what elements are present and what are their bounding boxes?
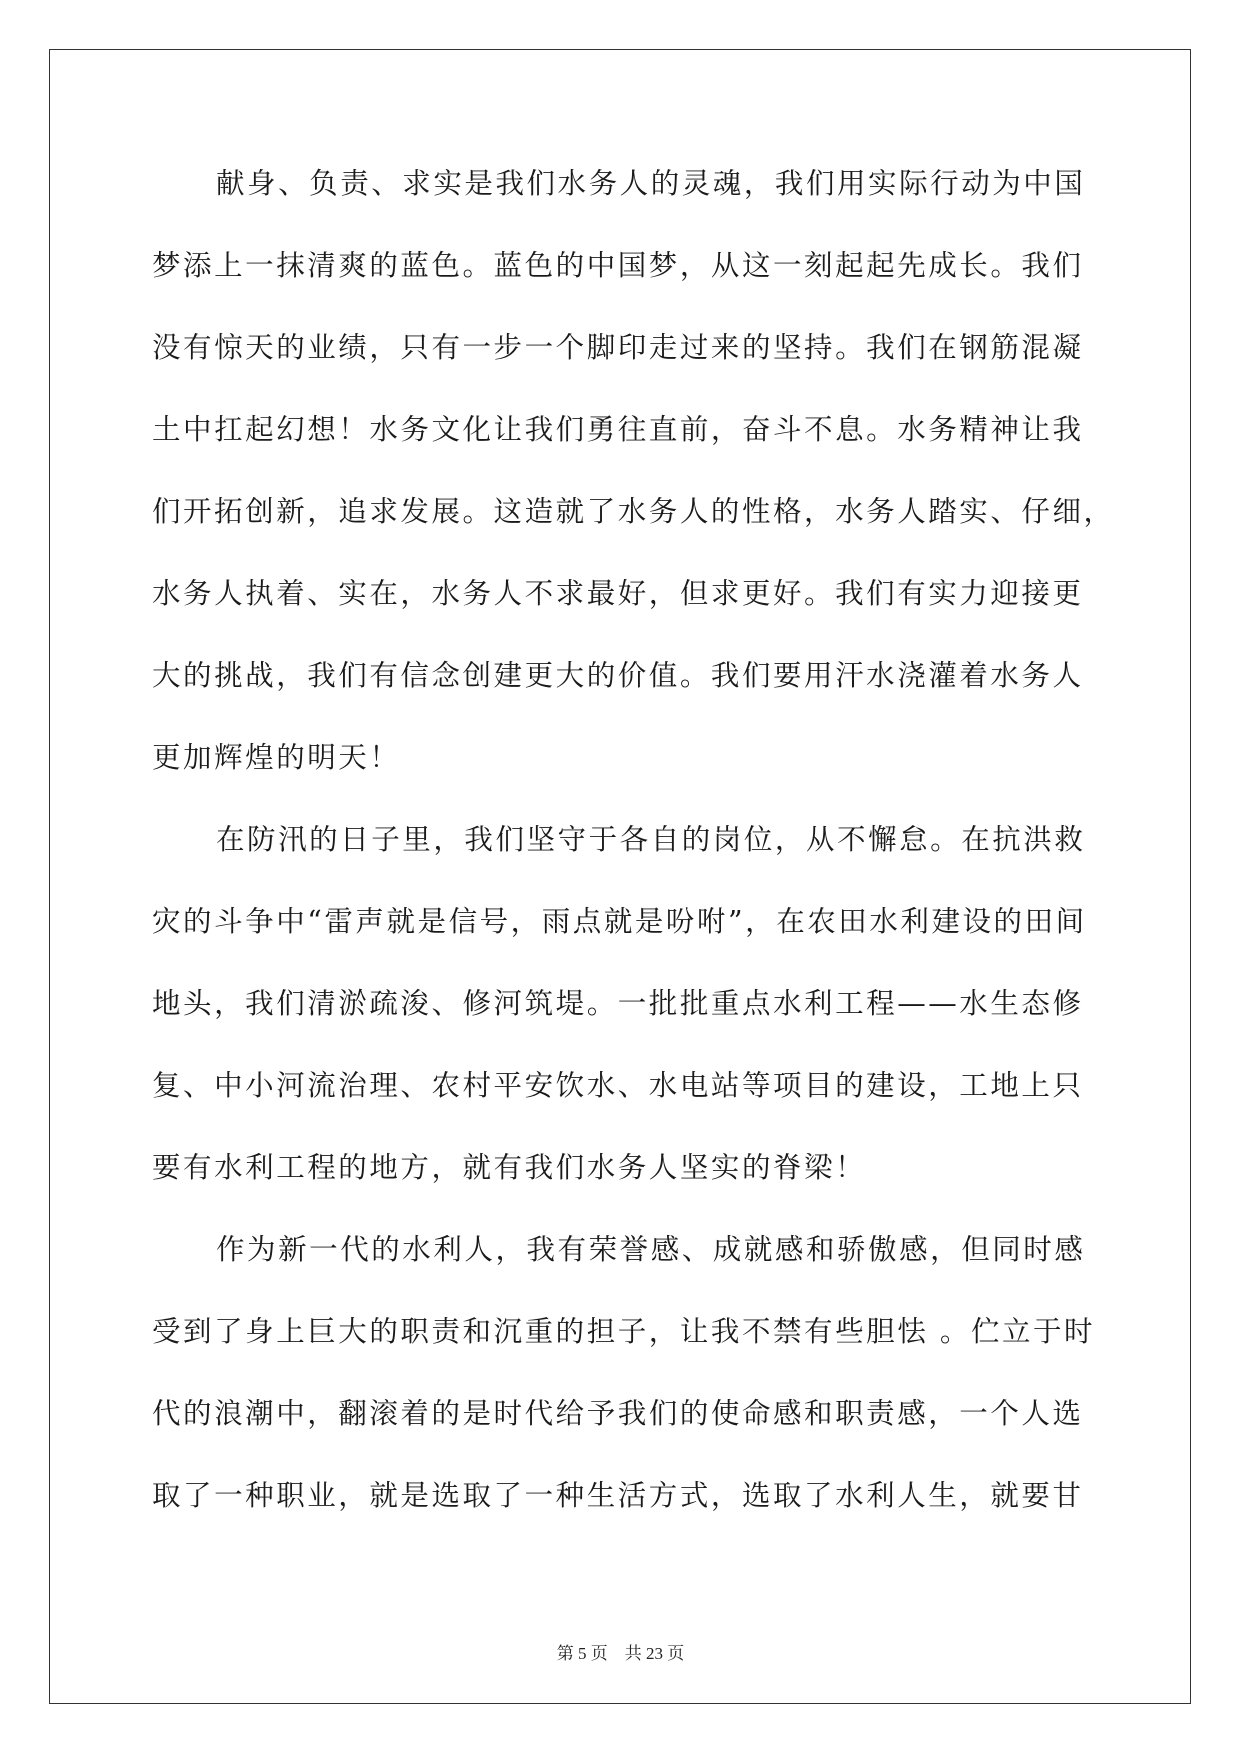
- paragraph-3: [152, 1229, 1096, 1557]
- page-footer: [0, 1639, 1241, 1664]
- page-number: 第 5 页: [556, 1644, 608, 1663]
- text-line: 代的浪潮中，翻滚着的是时代给予我们的使命感和职责感，一个人选: [152, 1397, 1084, 1430]
- paragraph-2: [152, 819, 1092, 1229]
- text-line: 取了一种职业，就是选取了一种生活方式，选取了水利人生，就要甘: [152, 1479, 1084, 1512]
- text-line: 没有惊天的业绩，只有一步一个脚印走过来的坚持。我们在钢筋混凝: [152, 331, 1084, 364]
- text-line: 要有水利工程的地方，就有我们水务人坚实的脊梁！: [152, 1151, 867, 1184]
- text-line: 受到了身上巨大的职责和沉重的担子，让我不禁有些胆怯 。伫立于时: [152, 1315, 1096, 1348]
- text-line: 献身、负责、求实是我们水务人的灵魂，我们用实际行动为中国: [216, 167, 1086, 200]
- page-total: 共 23 页: [624, 1644, 685, 1663]
- text-line: 大的挑战，我们有信念创建更大的价值。我们要用汗水浇灌着水务人: [152, 659, 1084, 692]
- text-line: 们开拓创新，追求发展。这造就了水务人的性格，水务人踏实、仔细，: [152, 495, 1115, 528]
- text-line: 梦添上一抹清爽的蓝色。蓝色的中国梦，从这一刻起起先成长。我们: [152, 249, 1084, 282]
- text-line: 更加辉煌的明天！: [152, 741, 401, 774]
- text-line: 作为新一代的水利人，我有荣誉感、成就感和骄傲感，但同时感: [216, 1233, 1086, 1266]
- document-body: [152, 163, 1115, 1557]
- paragraph-1: [152, 163, 1115, 819]
- text-line: 灾的斗争中“雷声就是信号，雨点就是吩咐”，在农田水利建设的田间: [152, 905, 1087, 938]
- text-line: 土中扛起幻想！水务文化让我们勇往直前，奋斗不息。水务精神让我: [152, 413, 1084, 446]
- text-line: 地头，我们清淤疏浚、修河筑堤。一批批重点水利工程——水生态修: [152, 987, 1084, 1020]
- text-line: 水务人执着、实在，水务人不求最好，但求更好。我们有实力迎接更: [152, 577, 1084, 610]
- text-line: 在防汛的日子里，我们坚守于各自的岗位，从不懈怠。在抗洪救: [216, 823, 1086, 856]
- text-line: 复、中小河流治理、农村平安饮水、水电站等项目的建设，工地上只: [152, 1069, 1084, 1102]
